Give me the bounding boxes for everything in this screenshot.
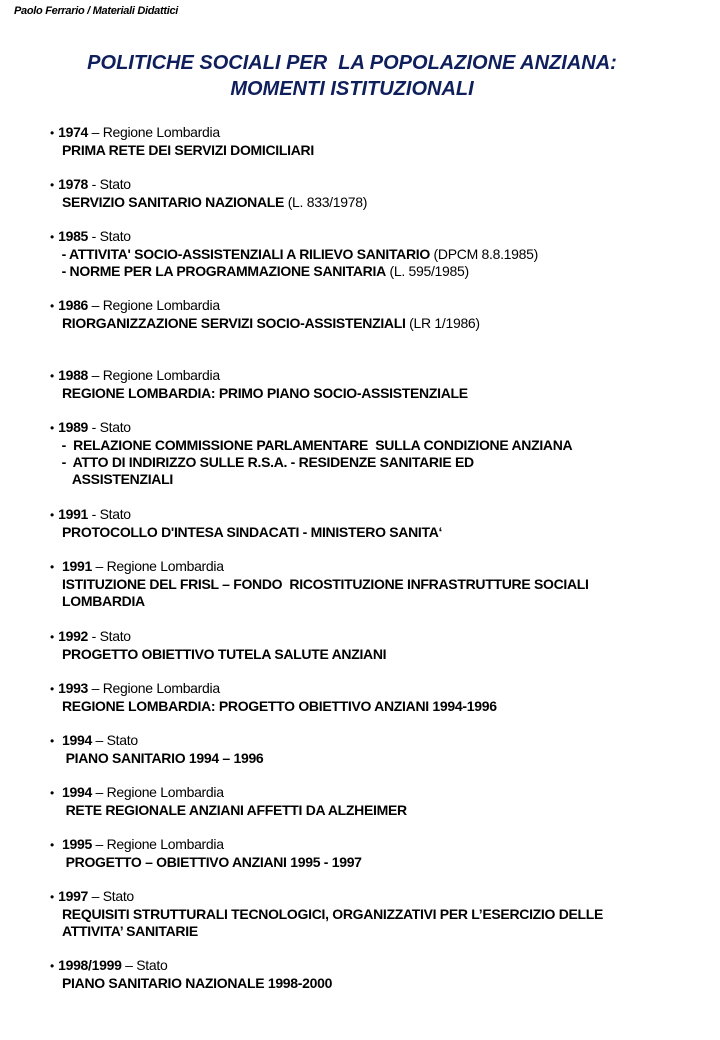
- timeline-entry: • 1986 – Regione Lombardia RIORGANIZZAZIONE SERVIZI SOCIO-ASSISTENZIALI (LR 1/1986): [50, 297, 480, 331]
- entry-authority: Stato: [136, 957, 168, 973]
- bullet-icon: •: [50, 786, 55, 800]
- timeline-entry: • 1989 - Stato - RELAZIONE COMMISSIONE PARLAMENTARE SULLA CONDIZIONE ANZIANA - ATTO DI INDIRIZZO SULLE R.S.A. - RESIDENZE SANITARIE ED ASSISTENZIALI: [50, 419, 573, 487]
- entry-year: 1989: [58, 419, 89, 435]
- entry-line: ASSISTENZIALI: [58, 471, 173, 487]
- bullet-icon: •: [50, 630, 55, 644]
- entry-line: REGIONE LOMBARDIA: PRIMO PIANO SOCIO-ASSISTENZIALE: [62, 385, 468, 401]
- author-header-note: Paolo Ferrario / Materiali Didattici: [14, 5, 179, 17]
- entry-year: 1995: [61, 836, 92, 852]
- entry-year: 1988: [58, 367, 89, 383]
- timeline-entry: • 1991 - Stato PROTOCOLLO D'INTESA SINDACATI - MINISTERO SANITA‘: [50, 506, 443, 540]
- entry-line: - NORME PER LA PROGRAMMAZIONE SANITARIA (L. 595/1985): [58, 263, 469, 279]
- entry-year: 1991: [61, 558, 92, 574]
- bullet-icon: •: [50, 421, 55, 435]
- entry-authority: Regione Lombardia: [102, 367, 220, 383]
- timeline-entry: • 1993 – Regione Lombardia REGIONE LOMBARDIA: PROGETTO OBIETTIVO ANZIANI 1994-1996: [50, 680, 497, 714]
- entry-line: - ATTO DI INDIRIZZO SULLE R.S.A. - RESIDENZE SANITARIE ED: [58, 454, 474, 470]
- entry-authority: Stato: [102, 888, 134, 904]
- bullet-icon: •: [50, 682, 55, 696]
- bullet-icon: •: [50, 230, 55, 244]
- entry-year: 1985: [58, 228, 89, 244]
- timeline-entry: • 1988 – Regione Lombardia REGIONE LOMBARDIA: PRIMO PIANO SOCIO-ASSISTENZIALE: [50, 367, 468, 401]
- entry-year: 1994: [61, 784, 92, 800]
- entry-year: 1993: [58, 680, 89, 696]
- entry-line: ISTITUZIONE DEL FRISL – FONDO RICOSTITUZIONE INFRASTRUTTURE SOCIALI: [62, 576, 589, 592]
- entry-year: 1997: [58, 888, 89, 904]
- bullet-icon: •: [50, 838, 55, 852]
- bullet-icon: •: [50, 560, 55, 574]
- entry-authority: Stato: [99, 228, 131, 244]
- timeline-entry: • 1985 - Stato - ATTIVITA' SOCIO-ASSISTENZIALI A RILIEVO SANITARIO (DPCM 8.8.1985) - NORME PER LA PROGRAMMAZIONE SANITARIA (L. 595/1985): [50, 228, 538, 279]
- entry-line: PIANO SANITARIO 1994 – 1996: [62, 750, 264, 766]
- entry-line: PIANO SANITARIO NAZIONALE 1998-2000: [62, 975, 333, 991]
- entry-authority: Regione Lombardia: [106, 836, 224, 852]
- bullet-icon: •: [50, 178, 55, 192]
- bullet-icon: •: [50, 126, 55, 140]
- entry-line: - RELAZIONE COMMISSIONE PARLAMENTARE SULLA CONDIZIONE ANZIANA: [58, 437, 573, 453]
- entry-year: 1994: [61, 732, 92, 748]
- entry-authority: Regione Lombardia: [102, 297, 220, 313]
- bullet-icon: •: [50, 299, 55, 313]
- entry-line: RETE REGIONALE ANZIANI AFFETTI DA ALZHEIMER: [62, 802, 407, 818]
- timeline-entry: • 1978 - Stato SERVIZIO SANITARIO NAZIONALE (L. 833/1978): [50, 176, 368, 210]
- entry-year: 1974: [58, 124, 89, 140]
- bullet-icon: •: [50, 890, 55, 904]
- entry-line: RIORGANIZZAZIONE SERVIZI SOCIO-ASSISTENZIALI (LR 1/1986): [62, 315, 480, 331]
- title-line-1: POLITICHE SOCIALI PER LA POPOLAZIONE ANZIANA:: [87, 52, 617, 74]
- timeline-entry: • 1992 - Stato PROGETTO OBIETTIVO TUTELA SALUTE ANZIANI: [50, 628, 387, 662]
- timeline-entry: • 1991 – Regione Lombardia ISTITUZIONE DEL FRISL – FONDO RICOSTITUZIONE INFRASTRUTTURE SOCIALI LOMBARDIA: [50, 558, 589, 609]
- entry-authority: Stato: [99, 419, 131, 435]
- title-line-2: MOMENTI ISTITUZIONALI: [230, 78, 474, 100]
- entry-line: PROGETTO OBIETTIVO TUTELA SALUTE ANZIANI: [62, 646, 387, 662]
- entry-line: LOMBARDIA: [62, 593, 145, 609]
- entry-authority: Stato: [99, 176, 131, 192]
- entry-line: - ATTIVITA' SOCIO-ASSISTENZIALI A RILIEVO SANITARIO (DPCM 8.8.1985): [58, 246, 538, 262]
- entry-authority: Regione Lombardia: [102, 680, 220, 696]
- entry-line: SERVIZIO SANITARIO NAZIONALE (L. 833/1978): [62, 194, 368, 210]
- entry-line: PROTOCOLLO D'INTESA SINDACATI - MINISTERO SANITA‘: [62, 524, 443, 540]
- entry-line: PROGETTO – OBIETTIVO ANZIANI 1995 - 1997: [62, 854, 362, 870]
- entry-authority: Regione Lombardia: [106, 558, 224, 574]
- entry-authority: Regione Lombardia: [102, 124, 220, 140]
- timeline-entry: • 1998/1999 – Stato PIANO SANITARIO NAZIONALE 1998-2000: [50, 957, 333, 991]
- bullet-icon: •: [50, 959, 55, 973]
- entry-authority: Stato: [106, 732, 138, 748]
- bullet-icon: •: [50, 369, 55, 383]
- timeline-entry: • 1997 – Stato REQUISITI STRUTTURALI TECNOLOGICI, ORGANIZZATIVI PER L’ESERCIZIO DELLE ATTIVITA’ SANITARIE: [50, 888, 604, 939]
- entry-line: REQUISITI STRUTTURALI TECNOLOGICI, ORGANIZZATIVI PER L’ESERCIZIO DELLE: [62, 906, 604, 922]
- entry-year: 1998/1999: [58, 957, 122, 973]
- entry-year: 1991: [58, 506, 89, 522]
- entry-line: ATTIVITA’ SANITARIE: [62, 923, 198, 939]
- page-title: [0, 50, 704, 102]
- entry-authority: Stato: [99, 628, 131, 644]
- timeline-entry: • 1994 – Regione Lombardia RETE REGIONALE ANZIANI AFFETTI DA ALZHEIMER: [50, 784, 407, 818]
- entry-authority: Stato: [99, 506, 131, 522]
- timeline-entry: • 1994 – Stato PIANO SANITARIO 1994 – 1996: [50, 732, 264, 766]
- entry-authority: Regione Lombardia: [106, 784, 224, 800]
- bullet-icon: •: [50, 508, 55, 522]
- entry-year: 1978: [58, 176, 89, 192]
- timeline-entry: • 1974 – Regione Lombardia PRIMA RETE DEI SERVIZI DOMICILIARI: [50, 124, 314, 158]
- bullet-icon: •: [50, 734, 55, 748]
- entry-line: PRIMA RETE DEI SERVIZI DOMICILIARI: [62, 142, 314, 158]
- entry-year: 1986: [58, 297, 89, 313]
- entry-line: REGIONE LOMBARDIA: PROGETTO OBIETTIVO ANZIANI 1994-1996: [62, 698, 497, 714]
- timeline-entry: • 1995 – Regione Lombardia PROGETTO – OBIETTIVO ANZIANI 1995 - 1997: [50, 836, 362, 870]
- entry-year: 1992: [58, 628, 89, 644]
